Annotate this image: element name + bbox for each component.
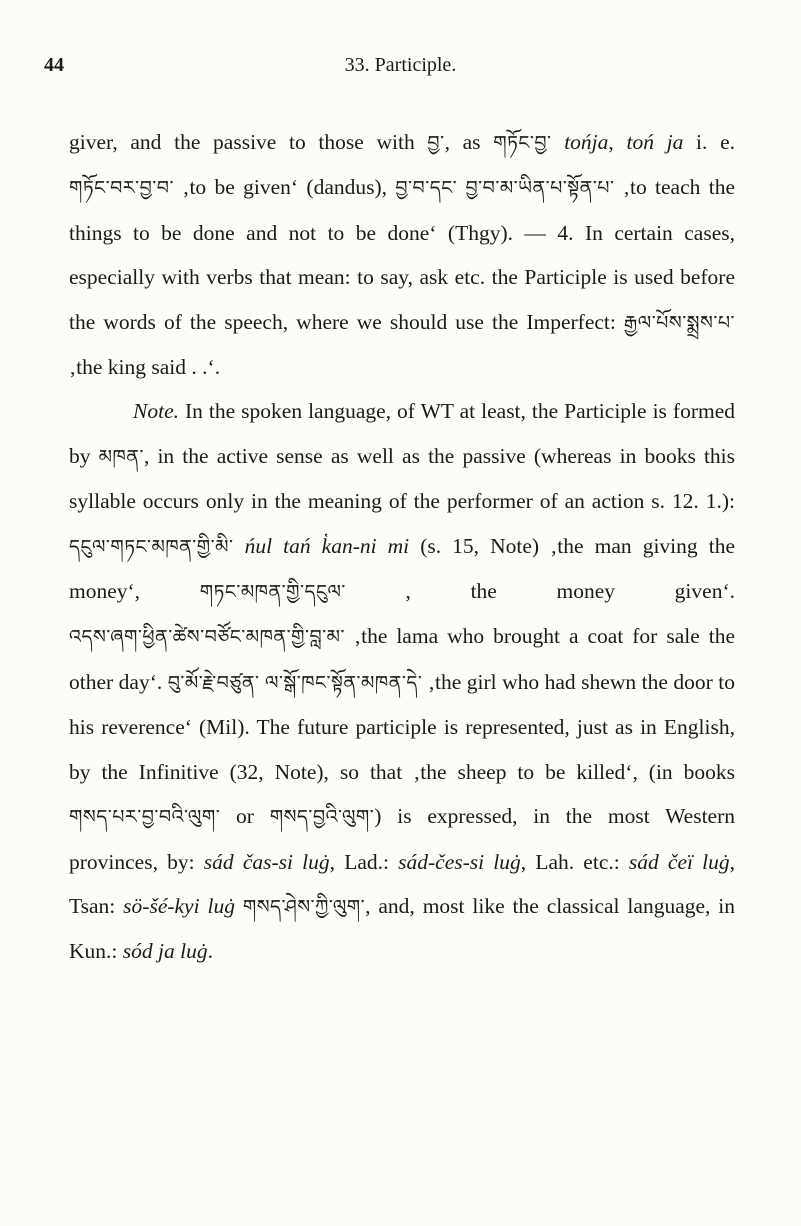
tibetan-script: མཁན་ bbox=[98, 445, 144, 468]
text-run: , in the active sense as well as the passive (whereas in books this syllable occurs only in the meaning of the performer of an action s. 12. 1.): bbox=[69, 443, 736, 514]
tibetan-script: གཏོང་བར་བྱ་བ་ bbox=[69, 177, 174, 200]
text-run: giver, and the passive to those with bbox=[69, 130, 428, 154]
tibetan-script: ལ་སྒོ་ཁང་སྟོན་མཁན་དེ་ bbox=[265, 671, 423, 694]
text-run: , Tsan: bbox=[69, 849, 736, 918]
text-run: , as bbox=[444, 130, 494, 154]
running-head: 33. Participle. bbox=[344, 54, 457, 76]
italic-transliteration: ńul tań k̔an-ni mi bbox=[233, 533, 410, 558]
tibetan-script: བྱ་ bbox=[427, 132, 445, 154]
italic-transliteration: Note. bbox=[133, 399, 179, 424]
italic-transliteration: tońja bbox=[551, 130, 609, 154]
text-run: , and, most like the classical language, in Kun.: bbox=[69, 893, 736, 964]
text-run: , Lah. etc.: bbox=[520, 849, 629, 874]
text-run: , Lad.: bbox=[329, 849, 399, 874]
italic-transliteration: sód ja luġ bbox=[122, 939, 208, 964]
italic-transliteration: sö-šé-kyi luġ bbox=[123, 893, 235, 918]
italic-transliteration: toń ja bbox=[626, 130, 684, 154]
page-header bbox=[44, 54, 757, 84]
text-run bbox=[235, 894, 243, 918]
text-run: ‚to teach the things to be done and not to be done‘ (Thgy). — 4. In certain cases, especially with verbs that mean: to say, ask etc. the Participle is used before the words of the speech, where we should use the Imperfect: bbox=[69, 175, 735, 334]
tibetan-script: རྒྱལ་པོས་སྨྲས་པ་ bbox=[623, 311, 735, 334]
tibetan-script: བྱ་བ་དང་ bbox=[395, 177, 458, 200]
text-run: i. e. bbox=[683, 130, 736, 154]
tibetan-script: གསད་ཤེས་ཀྱི་ལུག་ bbox=[242, 895, 366, 918]
text-run: . bbox=[207, 939, 213, 964]
tibetan-script: གསད་པར་བྱ་བའི་ལུག་ bbox=[69, 806, 221, 829]
text-run: ‚to be given‘ (dandus), bbox=[173, 175, 396, 200]
italic-transliteration: sád-čes-si luġ bbox=[398, 849, 521, 874]
page-number: 44 bbox=[44, 54, 64, 76]
text-run: In the spoken language, of WT at least, the Participle is formed by bbox=[69, 399, 735, 468]
body-text bbox=[69, 120, 735, 974]
text-run: ‚the lama who brought a coat for sale the other day‘. bbox=[69, 624, 735, 694]
text-run: , bbox=[608, 130, 627, 154]
tibetan-script: འདས་ཞག་ཕྱིན་ཚེས་བཙོང་མཁན་གྱི་བླ་མ་ bbox=[69, 626, 345, 649]
italic-transliteration: sád čeï luġ bbox=[628, 849, 730, 874]
italic-transliteration: sád čas-si luġ bbox=[203, 849, 330, 874]
text-run: (s. 15, Note) ‚the man giving the money‘, bbox=[69, 533, 735, 604]
text-run: ‚the girl who had shewn the door to his reverence‘ (Mil). The future participle is represented, just as in English, by the Infinitive (32, Note), so that ‚the sheep to be killed‘, (in books bbox=[69, 669, 735, 784]
text-run: ) is expressed, in the most Western provinces, by: bbox=[69, 804, 735, 874]
tibetan-script: གཏོང་བྱ་ bbox=[493, 132, 552, 154]
text-run bbox=[457, 175, 465, 199]
text-run: ‚the king said . .‘. bbox=[69, 355, 221, 380]
tibetan-script: བུ་མོ་རྗེ་བཙུན་ bbox=[167, 671, 260, 694]
text-run: , the money given‘. bbox=[345, 579, 735, 604]
paragraph-participle-usage bbox=[69, 120, 735, 389]
tibetan-script: གཏང་མཁན་གྱི་དངུལ་ bbox=[199, 581, 346, 604]
tibetan-script: གསད་བྱའི་ལུག་ bbox=[269, 806, 375, 829]
text-run: or bbox=[220, 804, 270, 829]
tibetan-script: དངུལ་གཏང་མཁན་གྱི་མི་ bbox=[69, 535, 234, 558]
paragraph-note-spoken-language bbox=[69, 389, 735, 973]
tibetan-script: བྱ་བ་མ་ཡིན་པ་སྟོན་པ་ bbox=[465, 177, 615, 200]
